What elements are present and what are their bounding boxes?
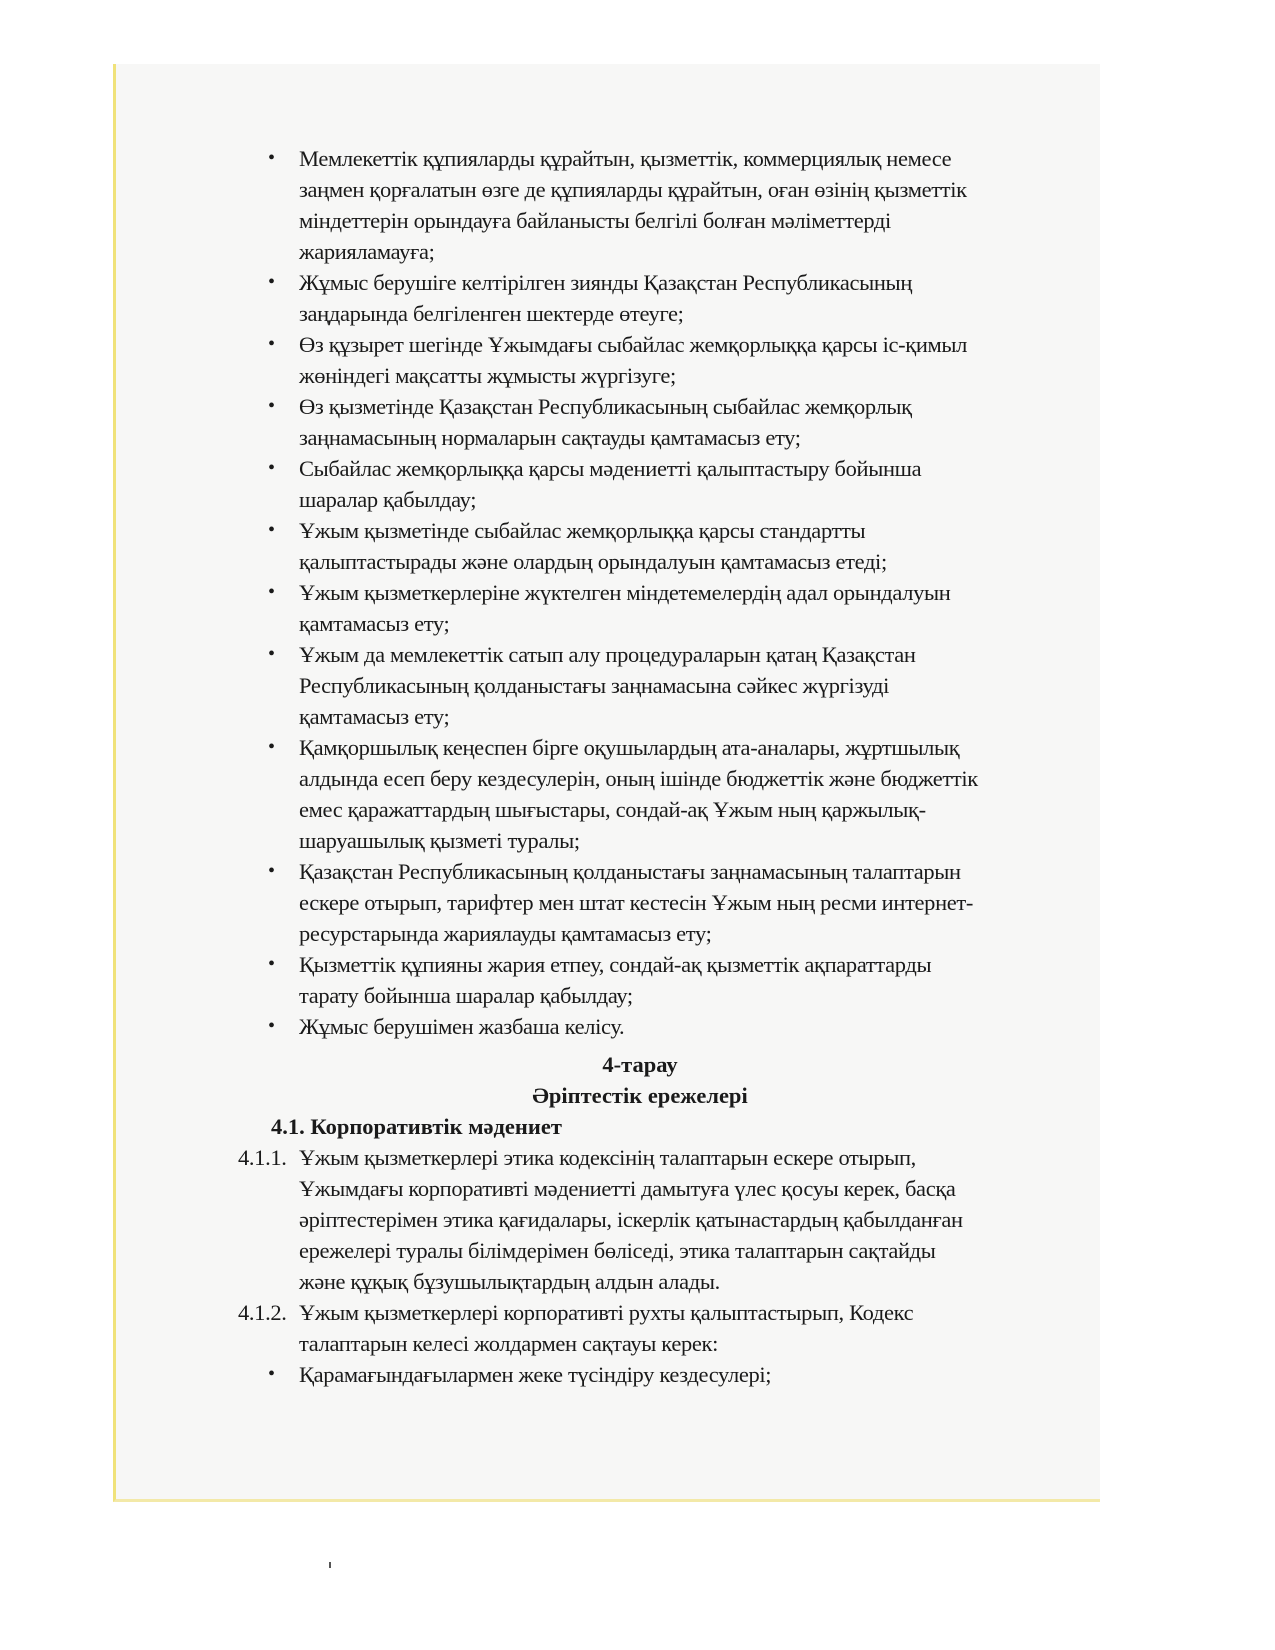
list-item [268,1011,1048,1042]
bullet-icon: • [268,333,275,355]
obligations-list [268,143,1048,1042]
list-item [268,267,1048,329]
text-line: Ұжым да мемлекеттік сатып алу процедураларын қатаң Қазақстан [299,642,916,667]
text-line: Қызметтік құпияны жария етпеу, сондай-ақ қызметтік ақпараттарды [299,952,932,977]
text-line: Ұжым қызметінде сыбайлас жемқорлыққа қарсы стандартты [299,518,866,543]
list-item [268,329,1048,391]
text-line: әріптестерімен этика қағидалары, іскерлік қатынастардың қабылданған [299,1207,963,1232]
text-line: Мемлекеттік құпияларды құрайтын, қызметтік, коммерциялық немесе [299,146,952,171]
bullet-icon: • [268,271,275,293]
text-line: Өз қызметінде Қазақстан Республикасының сыбайлас жемқорлық [299,394,912,419]
text-line: міндеттерін орындауға байланысты белгілі болған мәліметтерді [299,208,891,233]
bullet-icon: • [268,581,275,603]
text-line: жөніндегі мақсатты жұмысты жүргізуге; [299,363,676,388]
text-line: Ұжымдағы корпоративті мәдениетті дамытуға үлес қосуы керек, басқа [299,1176,956,1201]
bullet-icon: • [268,147,275,169]
section-heading: 4.1. Корпоративтік мәдениет [271,1114,562,1139]
bullet-icon: • [268,643,275,665]
chapter-number: 4-тарау [602,1052,678,1077]
list-item [268,577,1048,639]
text-line: заңдарында белгіленген шектерде өтеуге; [299,301,684,326]
list-item [268,732,1048,856]
text-line: Қамқоршылық кеңеспен бірге оқушылардың ата-аналары, жұртшылық [299,735,960,760]
text-line: қамтамасыз ету; [299,704,450,729]
text-line: Ұжым қызметкерлеріне жүктелген міндетемелердің адал орындалуын [299,580,951,605]
scan-speck [329,1562,331,1568]
text-line: Жұмыс берушіге келтірілген зиянды Қазақстан Республикасының [299,270,913,295]
text-line: Жұмыс берушімен жазбаша келісу. [299,1014,625,1039]
list-item [268,1359,1048,1390]
chapter-title: Әріптестік ережелері [532,1083,748,1108]
text-line: алдында есеп беру кездесулерін, оның ішінде бюджеттік және бюджеттік [299,766,978,791]
bullet-icon: • [268,1015,275,1037]
list-item [268,143,1048,267]
text-line: ресурстарында жариялауды қамтамасыз ету; [299,921,712,946]
list-item [268,639,1048,732]
text-line: Сыбайлас жемқорлыққа қарсы мәдениетті қалыптастыру бойынша [299,456,922,481]
bullet-icon: • [268,395,275,417]
bullet-icon: • [268,736,275,758]
text-line: Қарамағындағылармен жеке түсіндіру кездесулері; [299,1362,772,1387]
text-line: заңмен қорғалатын өзге де құпияларды құрайтын, оған өзінің қызметтік [299,177,967,202]
list-item [268,515,1048,577]
bullet-icon: • [268,457,275,479]
text-line: Ұжым қызметкерлері этика кодексінің талаптарын ескере отырып, [299,1145,916,1170]
list-item [268,391,1048,453]
list-item [268,949,1048,1011]
text-line: Республикасының қолданыстағы заңнамасына сәйкес жүргізуді [299,673,890,698]
text-line: қамтамасыз ету; [299,611,450,636]
bullet-icon: • [268,1363,275,1385]
text-line: ескере отырып, тарифтер мен штат кестесін Ұжым ның ресми интернет- [299,890,974,915]
text-line: Ұжым қызметкерлері корпоративті рухты қалыптастырып, Кодекс [299,1300,914,1325]
text-line: шаралар қабылдау; [299,487,477,512]
paragraph-number: 4.1.2. [238,1300,287,1325]
paragraph-4-1-2 [238,1297,913,1359]
list-item [268,453,1048,515]
text-line: тарату бойынша шаралар қабылдау; [299,983,633,1008]
text-line: қалыптастырады және олардың орындалуын қамтамасыз етеді; [299,549,887,574]
text-line: жарияламауға; [299,239,435,264]
paragraph-4-1-1 [238,1142,963,1297]
text-line: заңнамасының нормаларын сақтауды қамтамасыз ету; [299,425,801,450]
bullet-icon: • [268,953,275,975]
text-line: талаптарын келесі жолдармен сақтауы керек: [299,1331,718,1356]
text-line: шаруашылық қызметі туралы; [299,828,580,853]
paragraph-number: 4.1.1. [238,1145,287,1170]
ways-list [268,1359,1048,1390]
list-item [268,856,1048,949]
bullet-icon: • [268,519,275,541]
text-line: емес қаражаттардың шығыстары, сондай-ақ Ұжым ның қаржылық- [299,797,926,822]
bullet-icon: • [268,860,275,882]
text-line: және құқық бұзушылықтардың алдын алады. [299,1269,720,1294]
text-line: Өз құзырет шегінде Ұжымдағы сыбайлас жемқорлыққа қарсы іс-қимыл [299,332,968,357]
text-line: Қазақстан Республикасының қолданыстағы заңнамасының талаптарын [299,859,961,884]
text-line: ережелері туралы білімдерімен бөліседі, этика талаптарын сақтайды [299,1238,936,1263]
